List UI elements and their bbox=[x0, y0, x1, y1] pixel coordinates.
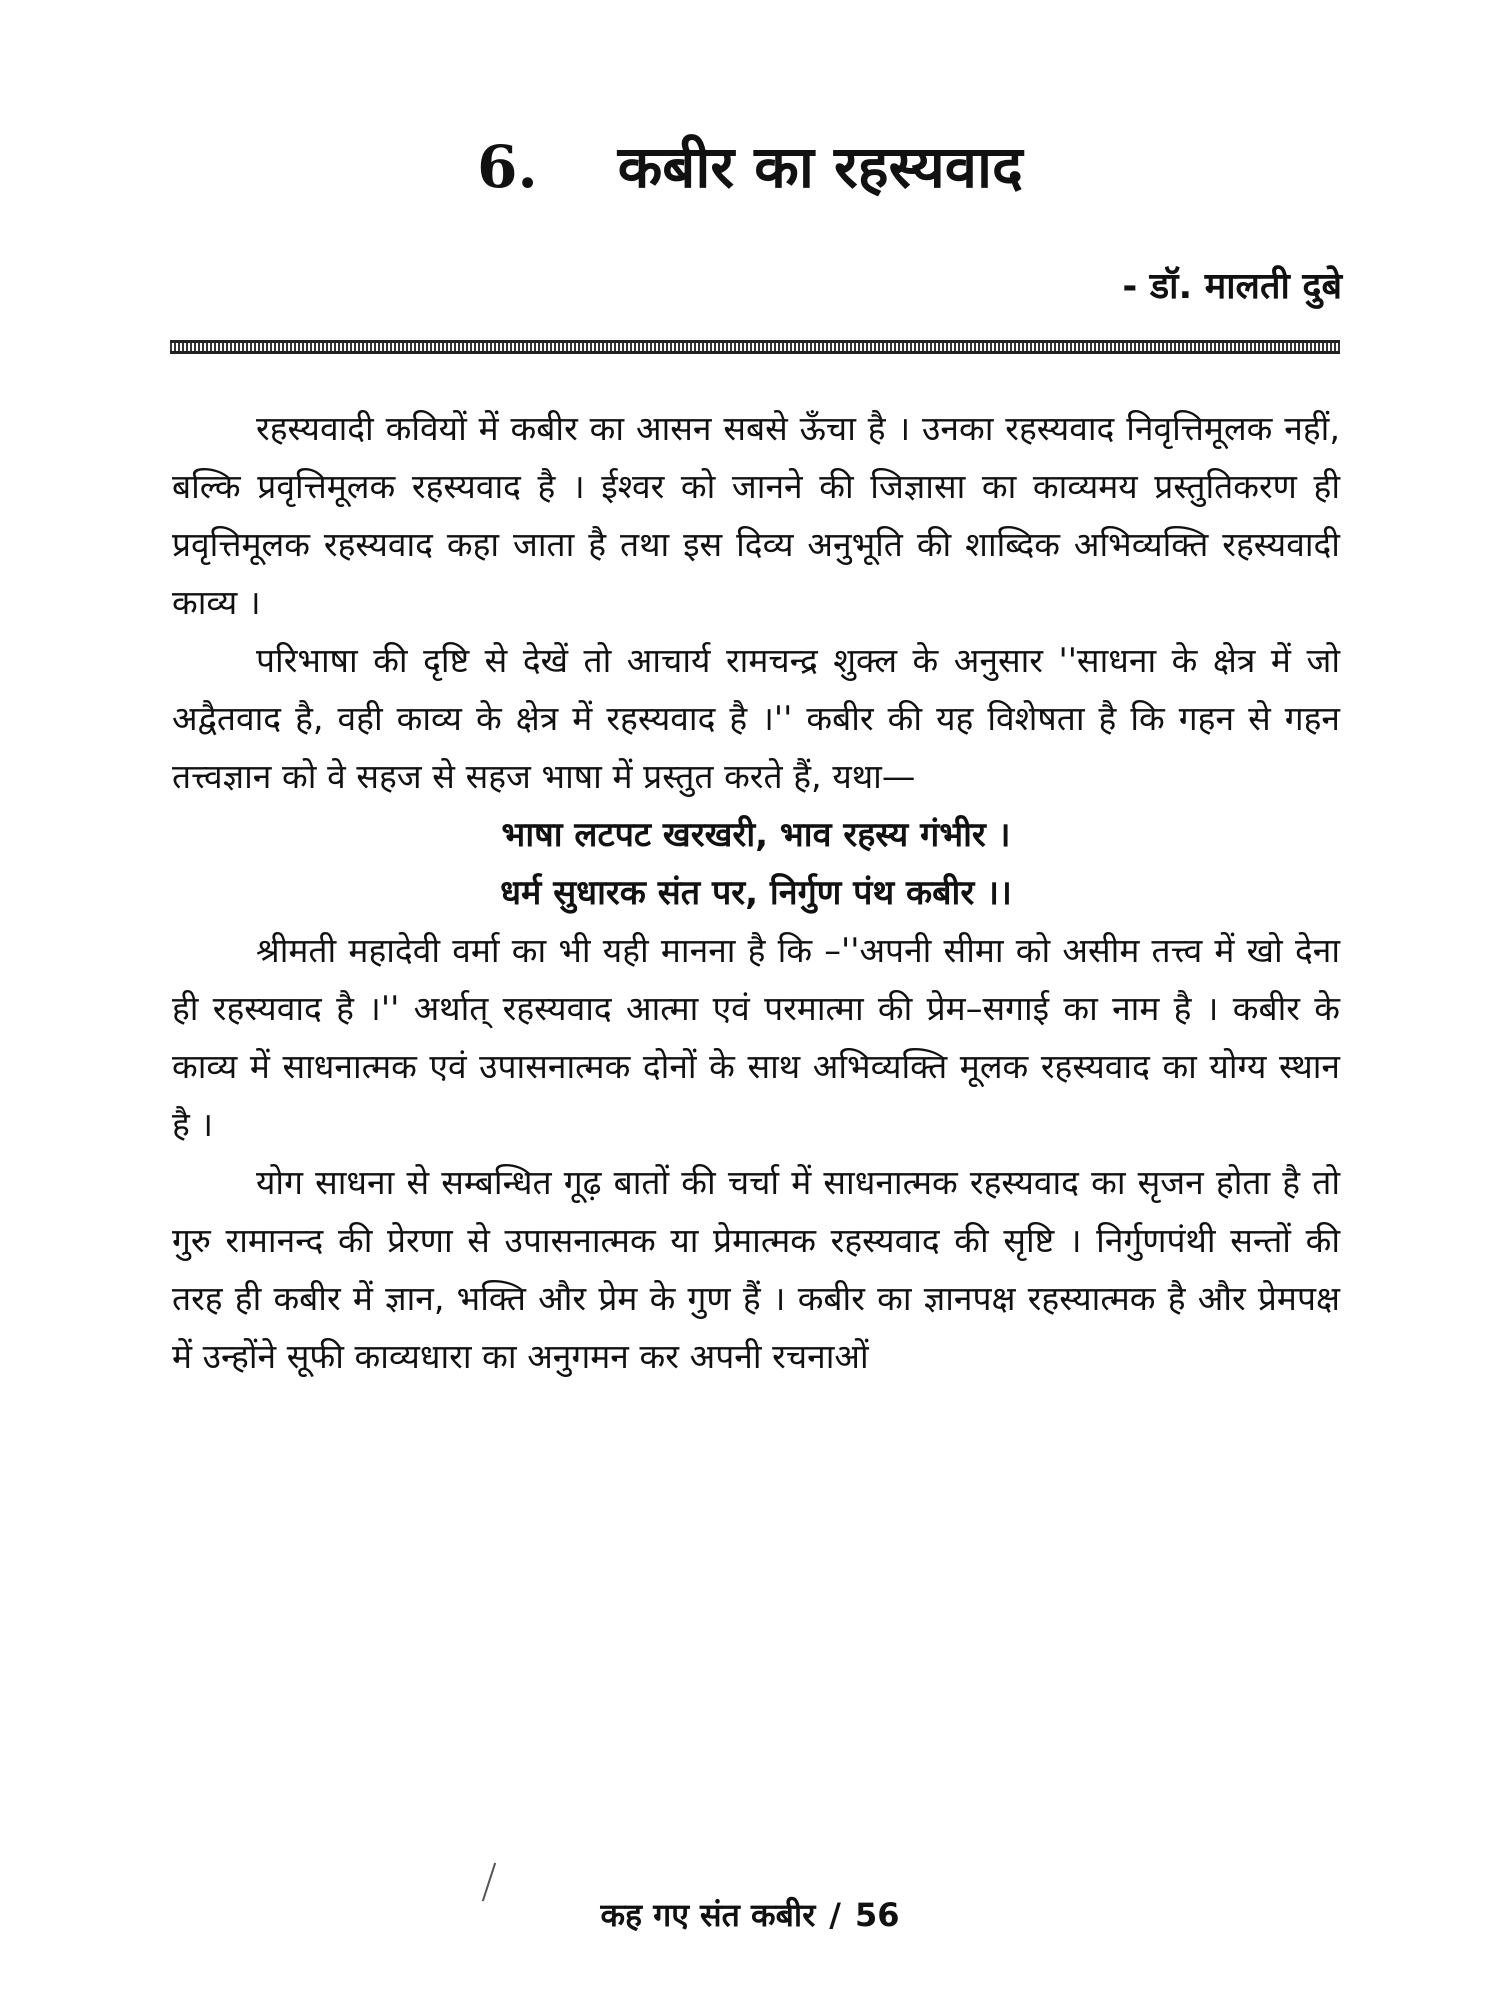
paragraph-3: श्रीमती महादेवी वर्मा का भी यही मानना है कि –''अपनी सीमा को असीम तत्त्व में खो देना ही रहस्यवाद है ।'' अर्थात् रहस्यवाद आत्मा एवं परमात्मा की प्रेम–सगाई का नाम है । कबीर के काव्य में साधनात्मक एवं उपासनात्मक दोनों के साथ अभिव्यक्ति मूलक रहस्यवाद का योग्य स्थान है । bbox=[172, 931, 1340, 1144]
verse-line-1: भाषा लटपट खरखरी, भाव रहस्य गंभीर । bbox=[501, 815, 1011, 855]
chapter-title: कबीर का रहस्यवाद bbox=[617, 132, 1023, 201]
paragraph-4: योग साधना से सम्बन्धित गूढ़ बातों की चर्चा में साधनात्मक रहस्यवाद का सृजन होता है तो गुरु रामानन्द की प्रेरणा से उपासनात्मक या प्रेमात्मक रहस्यवाद की सृष्टि । निर्गुणपंथी सन्तों की तरह ही कबीर में ज्ञान, भक्ति और प्रेम के गुण हैं । कबीर का ज्ञानपक्ष रहस्यात्मक है और प्रेमपक्ष में उन्होंने सूफी काव्यधारा का अनुगमन कर अपनी रचनाओं bbox=[172, 1163, 1340, 1376]
author-name: - डॉ. मालती दुबे bbox=[1122, 266, 1342, 307]
chapter-number: 6. bbox=[477, 132, 538, 201]
heading-divider bbox=[170, 340, 1340, 354]
paragraph-1: रहस्यवादी कवियों में कबीर का आसन सबसे ऊँचा है । उनका रहस्यवाद निवृत्तिमूलक नहीं, बल्कि प्रवृत्तिमूलक रहस्यवाद है । ईश्वर को जानने की जिज्ञासा का काव्यमय प्रस्तुतिकरण ही प्रवृत्तिमूलक रहस्यवाद कहा जाता है तथा इस दिव्य अनुभूति की शाब्दिक अभिव्यक्ति रहस्यवादी काव्य । bbox=[172, 409, 1340, 622]
verse-line-2: धर्म सुधारक संत पर, निर्गुण पंथ कबीर ।। bbox=[500, 873, 1012, 913]
chapter-heading bbox=[0, 127, 1500, 207]
page-number: 56 bbox=[854, 1896, 900, 1934]
footer-book-title: कह गए संत कबीर bbox=[600, 1896, 816, 1934]
page-footer bbox=[0, 1892, 1500, 1938]
paragraph-2: परिभाषा की दृष्टि से देखें तो आचार्य रामचन्द्र शुक्ल के अनुसार ''साधना के क्षेत्र में जो अद्वैतवाद है, वही काव्य के क्षेत्र में रहस्यवाद है ।'' कबीर की यह विशेषता है कि गहन से गहन तत्त्वज्ञान को वे सहज से सहज भाषा में प्रस्तुत करते हैं, यथा— bbox=[172, 641, 1340, 796]
body-text bbox=[172, 400, 1340, 1386]
footer-separator: / bbox=[829, 1896, 841, 1934]
